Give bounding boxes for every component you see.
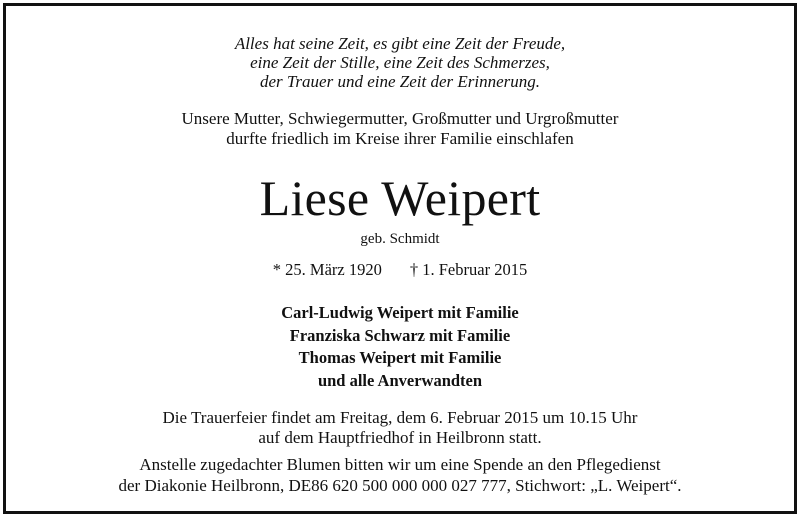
death-date: † 1. Februar 2015 xyxy=(409,260,528,279)
deceased-name: Liese Weipert xyxy=(259,170,541,226)
mourner-line-3: Thomas Weipert mit Familie xyxy=(298,348,502,367)
birth-date: * 25. März 1920 xyxy=(272,260,382,279)
quote-line-1: Alles hat seine Zeit, es gibt eine Zeit der Freude, xyxy=(234,34,566,53)
birth-name: geb. Schmidt xyxy=(360,231,440,247)
intro-line-1: Unsere Mutter, Schwiegermutter, Großmutter und Urgroßmutter xyxy=(181,109,619,128)
donation-line-1: Anstelle zugedachter Blumen bitten wir um eine Spende an den Pflegedienst xyxy=(139,455,661,474)
quote-line-2: eine Zeit der Stille, eine Zeit des Schmerzes, xyxy=(250,53,550,72)
life-dates xyxy=(6,260,794,280)
mourner-line-1: Carl-Ludwig Weipert mit Familie xyxy=(281,303,519,322)
intro-line-2: durfte friedlich im Kreise ihrer Familie einschlafen xyxy=(226,129,574,148)
donation-line-2: der Diakonie Heilbronn, DE86 620 500 000 000 027 777, Stichwort: „L. Weipert“. xyxy=(118,476,682,495)
quote-line-3: der Trauer und eine Zeit der Erinnerung. xyxy=(259,72,540,91)
obituary-notice xyxy=(3,3,797,514)
mourner-line-4: und alle Anverwandten xyxy=(317,371,483,390)
mourner-line-2: Franziska Schwarz mit Familie xyxy=(289,326,511,345)
service-line-2: auf dem Hauptfriedhof in Heilbronn statt. xyxy=(258,428,542,447)
service-line-1: Die Trauerfeier findet am Freitag, dem 6. Februar 2015 um 10.15 Uhr xyxy=(162,408,638,427)
